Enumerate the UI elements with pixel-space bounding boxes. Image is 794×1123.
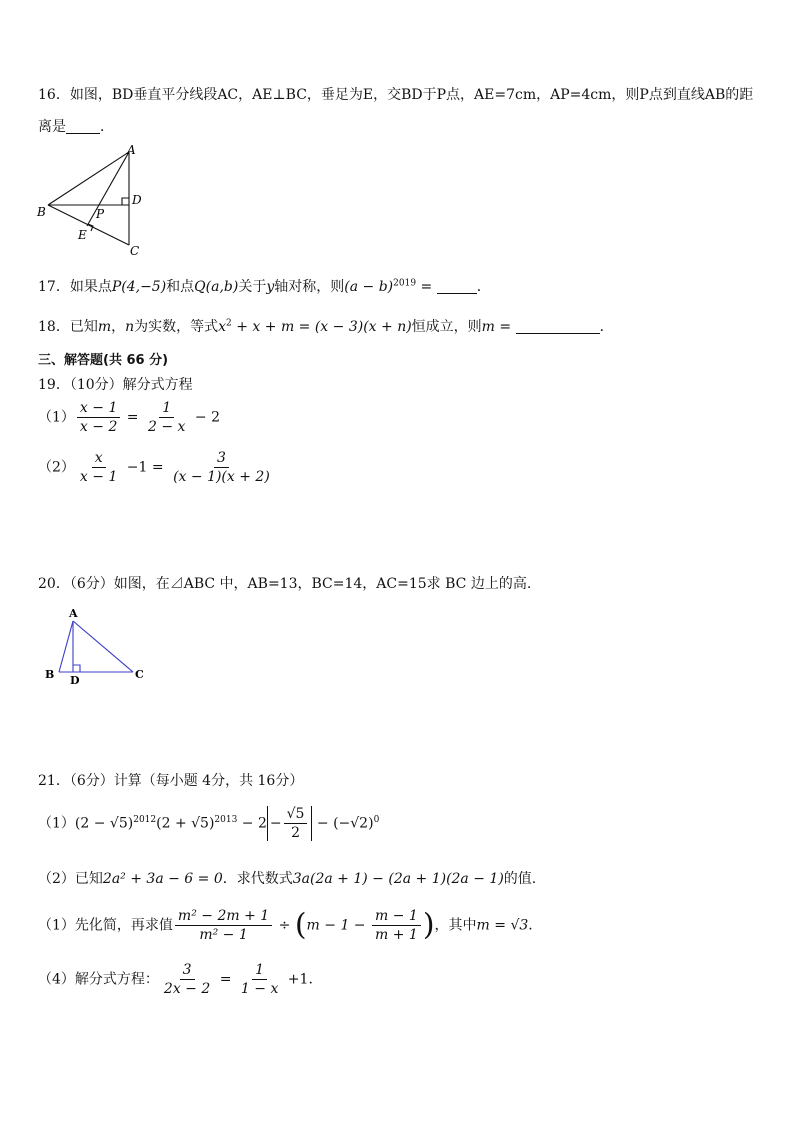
- q20-figure: [40, 604, 155, 684]
- q18-sep: ，: [111, 319, 126, 335]
- q21-1-e2: 2013: [214, 814, 238, 825]
- q17-expr: (a − b): [344, 279, 394, 295]
- q19-2-idx: （2）: [38, 459, 75, 476]
- fraction: $\frac{x - 1}{x - 2}$: [77, 400, 120, 435]
- q21-4-t1: 解分式方程：: [74, 971, 159, 988]
- q19-2-mid: −1 =: [122, 459, 169, 476]
- fig16-label-a: A: [127, 143, 136, 157]
- fraction: $\frac{1}{1 - x}$: [240, 962, 279, 997]
- q18-m: m: [97, 319, 112, 335]
- q16-line1: 16．如图，BD垂直平分线段AC，AE⊥BC，垂足为E，交BD于P点，AE=7cm，AP=4cm，则P点到直线AB的距: [38, 87, 754, 103]
- q17-end: ．: [476, 279, 491, 295]
- q21-1-m2: − 2: [237, 815, 267, 832]
- q17-eq: =: [416, 279, 437, 295]
- q16-figure: [34, 142, 154, 260]
- answer-blank[interactable]: [437, 279, 477, 294]
- q18-mid: 为实数，等式: [134, 319, 219, 335]
- absolute-value: − $\frac{√5}{2}$: [267, 806, 313, 841]
- q18-lhs-rest: + x + m = (x − 3)(x + n): [231, 319, 412, 335]
- fraction: $\frac{\text{m² − 2m + 1}}{\text{m² − 1}}$: [175, 908, 272, 943]
- fig16-label-p: P: [96, 207, 105, 221]
- fraction: $\frac{3}{2x - 2}$: [163, 962, 211, 997]
- q19-1-tail: − 2: [190, 409, 220, 426]
- q21-3-idx: （1）: [38, 917, 75, 934]
- q21-4-eq: =: [215, 971, 236, 988]
- q19-title: 19．（10分）解分式方程: [38, 377, 193, 393]
- q19-1-eq: =: [122, 409, 143, 426]
- q18-pre: 18．已知: [38, 319, 98, 335]
- q21-2-t2: ．求代数式: [222, 871, 293, 887]
- q18: [38, 316, 614, 336]
- fig20-label-a: A: [69, 607, 78, 620]
- q21-1-e3: 0: [373, 814, 380, 825]
- q21-2-idx: （2）: [38, 871, 75, 887]
- fig16-label-e: E: [78, 228, 87, 242]
- q17-mid2: 关于: [238, 279, 267, 295]
- q18-mid2: 恒成立，则: [411, 319, 482, 335]
- q17-pre: 17．如果点: [38, 279, 112, 295]
- fig20-label-d: D: [70, 674, 80, 684]
- q17-y: y: [266, 279, 275, 295]
- fig20-label-b: B: [45, 668, 55, 681]
- fig16-label-c: C: [130, 244, 140, 258]
- q19-part2: [38, 450, 275, 485]
- q21-part4: [38, 962, 313, 997]
- q21-2-eq: 2a² + 3a − 6 = 0: [102, 871, 223, 887]
- q18-n: n: [125, 319, 135, 335]
- answer-blank[interactable]: [66, 119, 100, 134]
- q18-sq: 2: [226, 318, 232, 329]
- fraction: $\frac{x}{x - 1}$: [79, 450, 118, 485]
- q17-exp: 2019: [393, 278, 417, 289]
- q21-4-end: .: [308, 971, 313, 988]
- q18-eq: =: [494, 319, 516, 335]
- q17-point-p: P(4,−5): [111, 279, 167, 295]
- q21-part1: [38, 806, 379, 841]
- q18-end: ．: [599, 319, 614, 335]
- q21-4-tail: +1: [283, 971, 309, 988]
- fraction: $\frac{1}{2 - x}$: [148, 400, 186, 435]
- q19-part1: [38, 400, 220, 435]
- section-heading: 三、解答题(共 66 分): [38, 353, 169, 368]
- fraction: $\frac{√5}{2}$: [284, 806, 308, 841]
- q17-mid3: 轴对称，则: [274, 279, 345, 295]
- q19-1-idx: （1）: [38, 409, 75, 426]
- q18-m2: m: [481, 319, 495, 335]
- q20-text: 20．（6分）如图，在⊿ABC 中，AB=13，BC=14，AC=15求 BC 边上的高.: [38, 576, 532, 592]
- q21-4-idx: （4）: [38, 971, 75, 988]
- fig16-label-b: B: [37, 205, 46, 219]
- q16-line2: [38, 116, 114, 136]
- q17: [38, 276, 491, 296]
- q21-3-val: m = √3: [476, 917, 529, 934]
- q21-title: 21．（6分）计算（每小题 4分，共 16分）: [38, 773, 304, 789]
- q21-3-dot: .: [528, 917, 533, 934]
- q21-1-b: (2 + √5): [156, 815, 215, 832]
- q21-1-a: (2 − √5): [74, 815, 134, 832]
- q21-part2: [38, 868, 536, 888]
- fig20-label-c: C: [135, 668, 144, 681]
- q21-2-expr: 3a(2a + 1) − (2a + 1)(2a − 1): [292, 871, 504, 887]
- fraction: $\frac{3}{(x - 1)(x + 2)}$: [173, 450, 270, 485]
- q21-3-t2: ，其中: [434, 917, 477, 934]
- q17-point-q: Q(a,b): [194, 279, 239, 295]
- q21-1-e1: 2012: [133, 814, 157, 825]
- q21-1-c: − (−√2): [312, 815, 374, 832]
- q16-line2-text: 离是: [38, 119, 66, 135]
- fraction: $\frac{m - 1}{m + 1}$: [372, 908, 421, 943]
- q17-mid1: 和点: [166, 279, 195, 295]
- q21-2-t3: 的值.: [503, 871, 537, 887]
- q16-end: ．: [100, 119, 114, 135]
- q21-3-t1: 先化简，再求值: [74, 917, 173, 934]
- q18-lhs: x: [218, 319, 227, 335]
- fig16-label-d: D: [132, 193, 142, 207]
- q21-3-inner: m − 1 −: [306, 917, 370, 934]
- q21-1-idx: （1）: [38, 815, 75, 832]
- q21-2-t1: 已知: [74, 871, 103, 887]
- q21-part3: （1）先化简，再求值 $\frac{\text{m² − 2m + 1}}{\text{m² − 1}}$ ÷ (m − 1 − $\frac{m - 1}{m + 1}$ )，其中m = √3.: [38, 907, 533, 943]
- answer-blank[interactable]: [516, 319, 600, 334]
- q21-3-div: ÷: [274, 917, 295, 934]
